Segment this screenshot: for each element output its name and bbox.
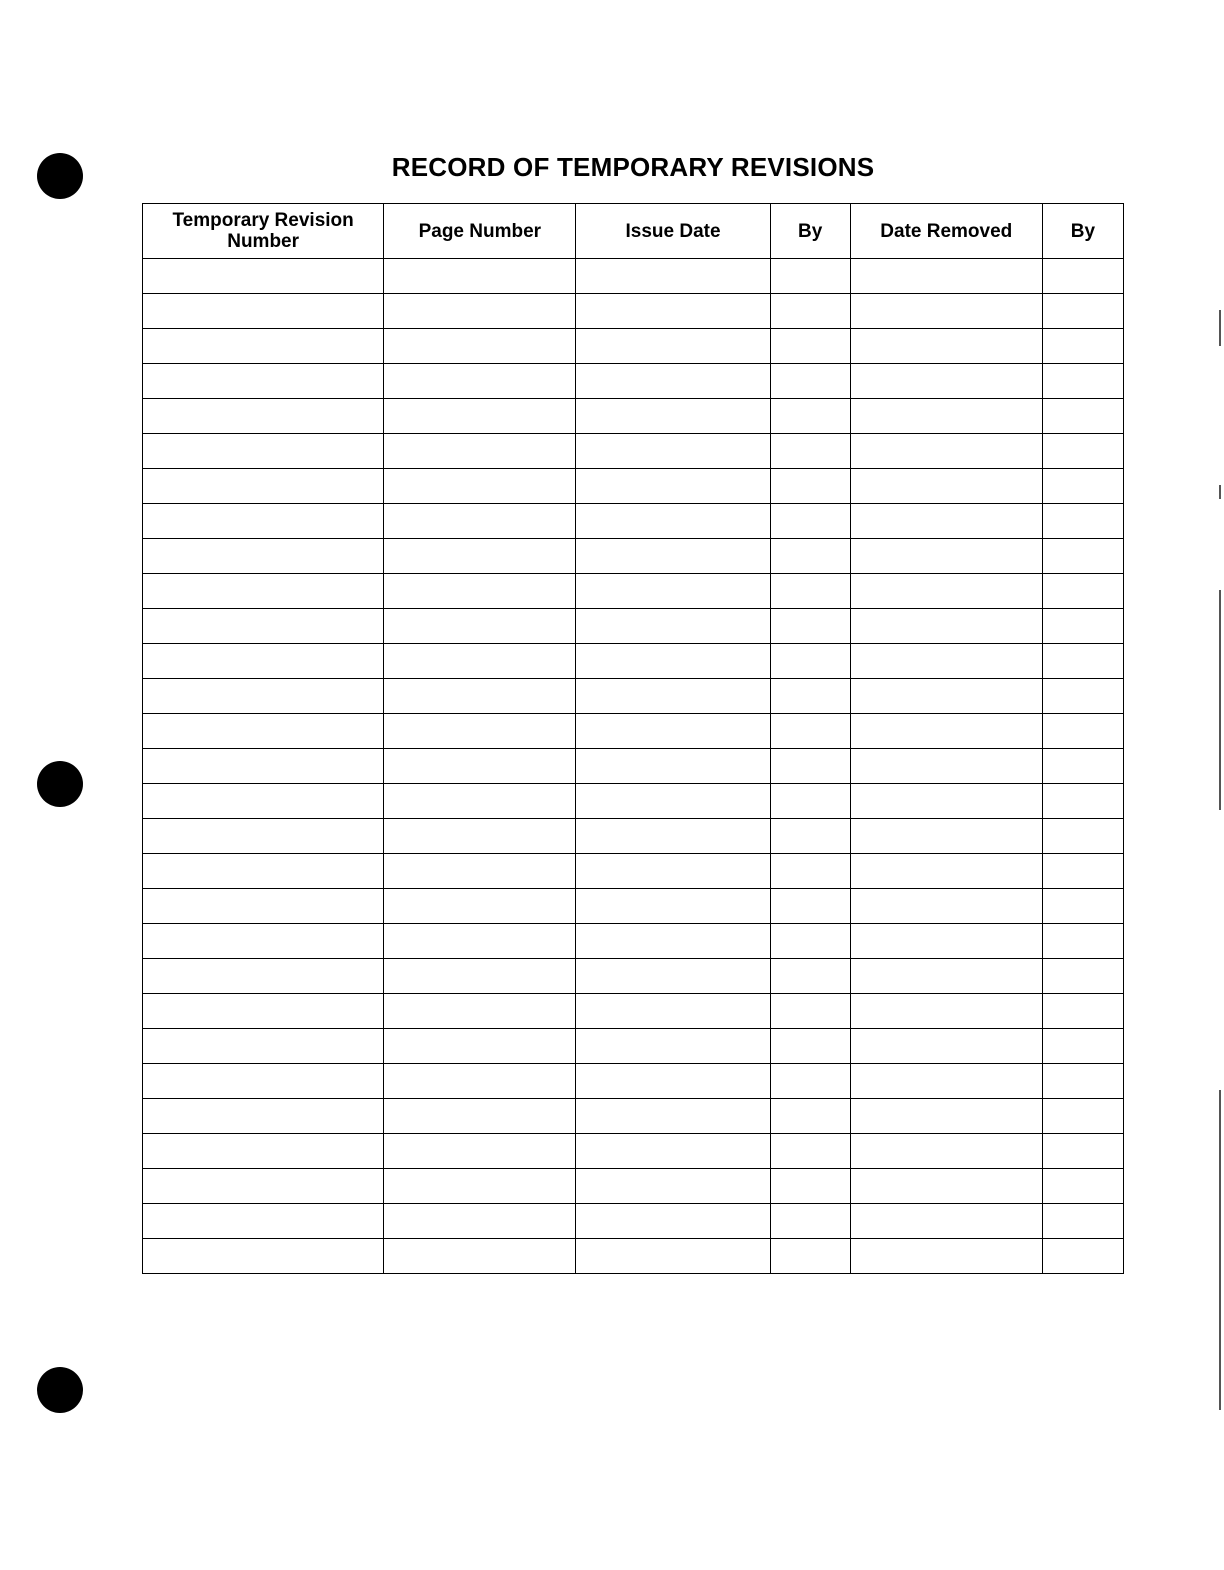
- date-removed-cell[interactable]: [850, 294, 1042, 329]
- issued-by-cell[interactable]: [770, 1169, 850, 1204]
- issue-date-cell[interactable]: [576, 609, 770, 644]
- page-title: RECORD OF TEMPORARY REVISIONS: [391, 152, 875, 182]
- scan-edge-mark: [1219, 485, 1221, 499]
- table-row: [143, 399, 1124, 434]
- issue-date-cell[interactable]: [576, 644, 770, 679]
- removed-by-cell[interactable]: [1042, 294, 1123, 329]
- temporary-revision-number-cell[interactable]: [143, 819, 384, 854]
- temporary-revision-number-cell[interactable]: [143, 924, 384, 959]
- page-number-cell[interactable]: [384, 1169, 576, 1204]
- table-row: [143, 609, 1124, 644]
- page-number-cell[interactable]: [384, 609, 576, 644]
- issued-by-cell[interactable]: [770, 889, 850, 924]
- issued-by-cell[interactable]: [770, 504, 850, 539]
- issue-date-cell[interactable]: [576, 434, 770, 469]
- page-number-cell[interactable]: [384, 1099, 576, 1134]
- temporary-revision-number-cell[interactable]: [143, 644, 384, 679]
- date-removed-cell[interactable]: [850, 889, 1042, 924]
- removed-by-cell[interactable]: [1042, 644, 1123, 679]
- page-number-cell[interactable]: [384, 329, 576, 364]
- page-number-cell[interactable]: [384, 294, 576, 329]
- removed-by-cell[interactable]: [1042, 434, 1123, 469]
- date-removed-cell[interactable]: [850, 679, 1042, 714]
- date-removed-cell[interactable]: [850, 574, 1042, 609]
- issue-date-cell[interactable]: [576, 469, 770, 504]
- removed-by-cell[interactable]: [1042, 364, 1123, 399]
- table-row: [143, 854, 1124, 889]
- issued-by-cell[interactable]: [770, 609, 850, 644]
- temporary-revision-number-cell[interactable]: [143, 1099, 384, 1134]
- page-number-cell[interactable]: [384, 434, 576, 469]
- temporary-revision-number-cell[interactable]: [143, 259, 384, 294]
- table-row: [143, 679, 1124, 714]
- date-removed-cell[interactable]: [850, 609, 1042, 644]
- page-number-cell[interactable]: [384, 679, 576, 714]
- temporary-revision-number-cell[interactable]: [143, 294, 384, 329]
- issued-by-cell[interactable]: [770, 574, 850, 609]
- table-row: [143, 784, 1124, 819]
- issue-date-cell[interactable]: [576, 819, 770, 854]
- page-number-cell[interactable]: [384, 924, 576, 959]
- scan-edge-mark: [1219, 590, 1221, 810]
- issue-date-cell[interactable]: [576, 364, 770, 399]
- issue-date-cell[interactable]: [576, 539, 770, 574]
- date-removed-cell[interactable]: [850, 364, 1042, 399]
- date-removed-cell[interactable]: [850, 714, 1042, 749]
- table-row: [143, 819, 1124, 854]
- issued-by-cell[interactable]: [770, 959, 850, 994]
- date-removed-cell[interactable]: [850, 749, 1042, 784]
- issued-by-cell[interactable]: [770, 469, 850, 504]
- issued-by-cell[interactable]: [770, 329, 850, 364]
- issued-by-cell[interactable]: [770, 364, 850, 399]
- issue-date-cell[interactable]: [576, 1169, 770, 1204]
- table-row: [143, 1204, 1124, 1239]
- removed-by-cell[interactable]: [1042, 1029, 1123, 1064]
- table-row: [143, 574, 1124, 609]
- page-number-cell[interactable]: [384, 1204, 576, 1239]
- page-number-cell[interactable]: [384, 1029, 576, 1064]
- removed-by-cell[interactable]: [1042, 1204, 1123, 1239]
- issued-by-cell[interactable]: [770, 1064, 850, 1099]
- issue-date-cell[interactable]: [576, 504, 770, 539]
- issue-date-cell[interactable]: [576, 784, 770, 819]
- temporary-revision-number-cell[interactable]: [143, 504, 384, 539]
- page-number-cell[interactable]: [384, 364, 576, 399]
- issued-by-cell[interactable]: [770, 1239, 850, 1274]
- page-number-cell[interactable]: [384, 259, 576, 294]
- binder-punch-hole: [37, 761, 83, 807]
- removed-by-cell[interactable]: [1042, 1099, 1123, 1134]
- page-number-cell[interactable]: [384, 1064, 576, 1099]
- issue-date-cell[interactable]: [576, 1064, 770, 1099]
- temporary-revision-number-cell[interactable]: [143, 854, 384, 889]
- issue-date-cell[interactable]: [576, 854, 770, 889]
- page-number-cell[interactable]: [384, 574, 576, 609]
- table-row: [143, 1239, 1124, 1274]
- binder-punch-hole: [37, 153, 83, 199]
- table-row: [143, 1099, 1124, 1134]
- removed-by-cell[interactable]: [1042, 504, 1123, 539]
- removed-by-cell[interactable]: [1042, 959, 1123, 994]
- temporary-revision-number-cell[interactable]: [143, 364, 384, 399]
- issue-date-cell[interactable]: [576, 679, 770, 714]
- table-row: [143, 259, 1124, 294]
- page-number-cell[interactable]: [384, 749, 576, 784]
- temporary-revision-number-cell[interactable]: [143, 609, 384, 644]
- issue-date-cell[interactable]: [576, 714, 770, 749]
- date-removed-cell[interactable]: [850, 644, 1042, 679]
- temporary-revision-number-cell[interactable]: [143, 749, 384, 784]
- date-removed-cell[interactable]: [850, 1134, 1042, 1169]
- temporary-revision-number-cell[interactable]: [143, 1064, 384, 1099]
- page-number-cell[interactable]: [384, 399, 576, 434]
- temporary-revision-number-cell[interactable]: [143, 784, 384, 819]
- table-row: [143, 539, 1124, 574]
- issued-by-cell[interactable]: [770, 749, 850, 784]
- date-removed-cell[interactable]: [850, 1239, 1042, 1274]
- issued-by-cell[interactable]: [770, 714, 850, 749]
- removed-by-cell[interactable]: [1042, 1134, 1123, 1169]
- removed-by-cell[interactable]: [1042, 259, 1123, 294]
- temporary-revision-number-cell[interactable]: [143, 1204, 384, 1239]
- issued-by-cell[interactable]: [770, 1099, 850, 1134]
- table-row: [143, 1134, 1124, 1169]
- date-removed-cell[interactable]: [850, 1029, 1042, 1064]
- table-row: [143, 434, 1124, 469]
- temporary-revision-number-cell[interactable]: [143, 1239, 384, 1274]
- temporary-revision-number-cell[interactable]: [143, 539, 384, 574]
- temporary-revision-number-cell[interactable]: [143, 469, 384, 504]
- date-removed-cell[interactable]: [850, 1169, 1042, 1204]
- table-row: [143, 364, 1124, 399]
- table-row: [143, 329, 1124, 364]
- date-removed-cell[interactable]: [850, 469, 1042, 504]
- table-row: [143, 889, 1124, 924]
- removed-by-cell[interactable]: [1042, 889, 1123, 924]
- table-row: [143, 1169, 1124, 1204]
- removed-by-cell[interactable]: [1042, 819, 1123, 854]
- issue-date-cell[interactable]: [576, 399, 770, 434]
- page-number-cell[interactable]: [384, 1239, 576, 1274]
- page-number-cell[interactable]: [384, 959, 576, 994]
- page-number-cell[interactable]: [384, 994, 576, 1029]
- column-header-issued-by: By: [770, 204, 850, 259]
- table-row: [143, 749, 1124, 784]
- issue-date-cell[interactable]: [576, 749, 770, 784]
- table-row: [143, 994, 1124, 1029]
- table-row: [143, 959, 1124, 994]
- issued-by-cell[interactable]: [770, 294, 850, 329]
- issue-date-cell[interactable]: [576, 924, 770, 959]
- page-number-cell[interactable]: [384, 504, 576, 539]
- removed-by-cell[interactable]: [1042, 784, 1123, 819]
- column-header-removed-by: By: [1042, 204, 1123, 259]
- temporary-revision-number-cell[interactable]: [143, 994, 384, 1029]
- issued-by-cell[interactable]: [770, 539, 850, 574]
- issued-by-cell[interactable]: [770, 784, 850, 819]
- column-header-page-number: Page Number: [384, 204, 576, 259]
- page-number-cell[interactable]: [384, 644, 576, 679]
- temporary-revision-number-cell[interactable]: [143, 434, 384, 469]
- date-removed-cell[interactable]: [850, 259, 1042, 294]
- date-removed-cell[interactable]: [850, 504, 1042, 539]
- table-row: [143, 294, 1124, 329]
- issued-by-cell[interactable]: [770, 819, 850, 854]
- binder-punch-hole: [37, 1367, 83, 1413]
- page-number-cell[interactable]: [384, 1134, 576, 1169]
- page-number-cell[interactable]: [384, 714, 576, 749]
- date-removed-cell[interactable]: [850, 1204, 1042, 1239]
- issued-by-cell[interactable]: [770, 644, 850, 679]
- issue-date-cell[interactable]: [576, 1134, 770, 1169]
- issue-date-cell[interactable]: [576, 329, 770, 364]
- date-removed-cell[interactable]: [850, 1064, 1042, 1099]
- removed-by-cell[interactable]: [1042, 399, 1123, 434]
- temporary-revision-number-cell[interactable]: [143, 889, 384, 924]
- table-row: [143, 469, 1124, 504]
- table-row: [143, 1029, 1124, 1064]
- scan-edge-mark: [1219, 1090, 1221, 1410]
- revisions-table-body: [143, 259, 1124, 1274]
- issued-by-cell[interactable]: [770, 1204, 850, 1239]
- page-number-cell[interactable]: [384, 889, 576, 924]
- issue-date-cell[interactable]: [576, 959, 770, 994]
- removed-by-cell[interactable]: [1042, 1169, 1123, 1204]
- revisions-table: [142, 203, 1124, 1274]
- date-removed-cell[interactable]: [850, 434, 1042, 469]
- page-number-cell[interactable]: [384, 854, 576, 889]
- issued-by-cell[interactable]: [770, 434, 850, 469]
- table-row: [143, 924, 1124, 959]
- page-number-cell[interactable]: [384, 784, 576, 819]
- date-removed-cell[interactable]: [850, 399, 1042, 434]
- temporary-revision-number-cell[interactable]: [143, 329, 384, 364]
- issued-by-cell[interactable]: [770, 924, 850, 959]
- removed-by-cell[interactable]: [1042, 924, 1123, 959]
- page-number-cell[interactable]: [384, 819, 576, 854]
- date-removed-cell[interactable]: [850, 994, 1042, 1029]
- issued-by-cell[interactable]: [770, 1134, 850, 1169]
- date-removed-cell[interactable]: [850, 854, 1042, 889]
- removed-by-cell[interactable]: [1042, 679, 1123, 714]
- temporary-revision-number-cell[interactable]: [143, 679, 384, 714]
- issued-by-cell[interactable]: [770, 994, 850, 1029]
- removed-by-cell[interactable]: [1042, 329, 1123, 364]
- table-row: [143, 644, 1124, 679]
- removed-by-cell[interactable]: [1042, 714, 1123, 749]
- date-removed-cell[interactable]: [850, 329, 1042, 364]
- date-removed-cell[interactable]: [850, 784, 1042, 819]
- removed-by-cell[interactable]: [1042, 609, 1123, 644]
- scan-edge-mark: [1219, 310, 1221, 346]
- issue-date-cell[interactable]: [576, 1029, 770, 1064]
- removed-by-cell[interactable]: [1042, 854, 1123, 889]
- temporary-revision-number-cell[interactable]: [143, 714, 384, 749]
- date-removed-cell[interactable]: [850, 924, 1042, 959]
- issue-date-cell[interactable]: [576, 1239, 770, 1274]
- date-removed-cell[interactable]: [850, 1099, 1042, 1134]
- temporary-revision-number-cell[interactable]: [143, 1169, 384, 1204]
- removed-by-cell[interactable]: [1042, 749, 1123, 784]
- temporary-revision-number-cell[interactable]: [143, 1029, 384, 1064]
- column-header-issue-date: Issue Date: [576, 204, 770, 259]
- removed-by-cell[interactable]: [1042, 539, 1123, 574]
- column-header-date-removed: Date Removed: [850, 204, 1042, 259]
- issue-date-cell[interactable]: [576, 994, 770, 1029]
- issue-date-cell[interactable]: [576, 1099, 770, 1134]
- date-removed-cell[interactable]: [850, 959, 1042, 994]
- issued-by-cell[interactable]: [770, 259, 850, 294]
- issued-by-cell[interactable]: [770, 399, 850, 434]
- temporary-revision-number-cell[interactable]: [143, 574, 384, 609]
- column-header-temporary-revision-number: Temporary Revision Number: [143, 204, 384, 259]
- page-number-cell[interactable]: [384, 469, 576, 504]
- removed-by-cell[interactable]: [1042, 1239, 1123, 1274]
- table-row: [143, 1064, 1124, 1099]
- issue-date-cell[interactable]: [576, 294, 770, 329]
- page-number-cell[interactable]: [384, 539, 576, 574]
- removed-by-cell[interactable]: [1042, 994, 1123, 1029]
- removed-by-cell[interactable]: [1042, 469, 1123, 504]
- issued-by-cell[interactable]: [770, 854, 850, 889]
- issue-date-cell[interactable]: [576, 889, 770, 924]
- temporary-revision-number-cell[interactable]: [143, 399, 384, 434]
- table-row: [143, 714, 1124, 749]
- issued-by-cell[interactable]: [770, 1029, 850, 1064]
- issue-date-cell[interactable]: [576, 259, 770, 294]
- removed-by-cell[interactable]: [1042, 1064, 1123, 1099]
- temporary-revision-number-cell[interactable]: [143, 959, 384, 994]
- table-header-row: [143, 204, 1124, 259]
- table-row: [143, 504, 1124, 539]
- issue-date-cell[interactable]: [576, 1204, 770, 1239]
- date-removed-cell[interactable]: [850, 539, 1042, 574]
- temporary-revision-number-cell[interactable]: [143, 1134, 384, 1169]
- removed-by-cell[interactable]: [1042, 574, 1123, 609]
- issue-date-cell[interactable]: [576, 574, 770, 609]
- date-removed-cell[interactable]: [850, 819, 1042, 854]
- issued-by-cell[interactable]: [770, 679, 850, 714]
